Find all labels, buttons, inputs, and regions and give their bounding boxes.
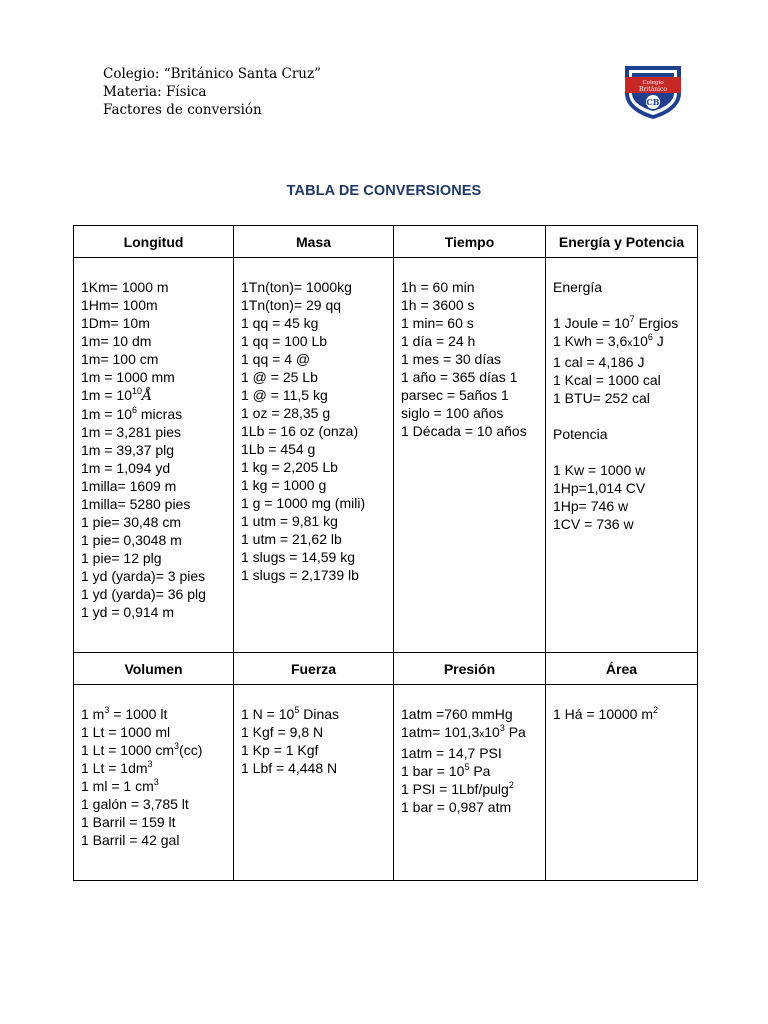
list-item: 1 @ = 25 Lb xyxy=(241,369,318,385)
document-header xyxy=(103,65,321,119)
list-item: 1 pie= 12 plg xyxy=(81,550,162,566)
list-item: 1 slugs = 2,1739 lb xyxy=(241,567,359,583)
list-item: 1Hp= 746 w xyxy=(553,498,629,514)
header-volumen: Volumen xyxy=(74,653,234,685)
list-item: 1 año = 365 días 1 xyxy=(401,369,518,385)
cell-tiempo xyxy=(394,258,546,653)
list-item: 1 qq = 100 Lb xyxy=(241,333,328,349)
header-longitud: Longitud xyxy=(74,226,234,258)
list-item: 1 pie= 30,48 cm xyxy=(81,514,182,530)
cell-area xyxy=(546,685,698,881)
list-item: 1 Lbf = 4,448 N xyxy=(241,760,338,776)
list-item: 1 Kcal = 1000 cal xyxy=(553,372,661,388)
list-item: 1 kg = 2,205 Lb xyxy=(241,459,338,475)
list-item: 1Tn(ton)= 1000kg xyxy=(241,279,352,295)
list-item: 1 yd (yarda)= 36 plg xyxy=(81,586,206,602)
cell-masa xyxy=(234,258,394,653)
list-item: 1 PSI = 1Lbf/pulg$^2$ xyxy=(401,780,514,797)
topic-line: Factores de conversión xyxy=(103,102,262,118)
list-item: 1 Joule = $10^7$ Ergios xyxy=(553,314,679,331)
list-item: parsec = 5años 1 xyxy=(401,387,509,403)
list-item: 1 Kp = 1 Kgf xyxy=(241,742,319,758)
school-name: Colegio: “Británico Santa Cruz” xyxy=(103,66,321,82)
header-masa: Masa xyxy=(234,226,394,258)
list-item: 1 ml = 1 $cm^3$ xyxy=(81,777,159,794)
list-item: 1m= 100 cm xyxy=(81,351,159,367)
list-item: 1m = 39,37 plg xyxy=(81,442,175,458)
list-item: 1 $Lt = 1dm^3$ xyxy=(81,759,153,776)
list-item: 1 qq = 4 @ xyxy=(241,351,311,367)
list-item: 1Lb = 454 g xyxy=(241,441,316,457)
header-energia: Energía y Potencia xyxy=(546,226,698,258)
list-item: siglo = 100 años xyxy=(401,405,504,421)
list-item: $1atm= 101,3x10^3$ Pa xyxy=(401,723,526,740)
cell-longitud xyxy=(74,258,234,653)
list-item: 1 Kw = 1000 w xyxy=(553,462,646,478)
list-item: 1 oz = 28,35 g xyxy=(241,405,331,421)
list-item: 1milla= 1609 m xyxy=(81,478,177,494)
list-item: 1 bar = $10^5$ Pa xyxy=(401,762,491,779)
list-item: 1 min= 60 s xyxy=(401,315,474,331)
list-item: 1Lb = 16 oz (onza) xyxy=(241,423,359,439)
list-item: 1 Barril = 159 lt xyxy=(81,814,176,830)
list-item: 1Dm= 10m xyxy=(81,315,150,331)
list-item: 1atm =760 mmHg xyxy=(401,706,513,722)
header-area: Área xyxy=(546,653,698,685)
list-item: 1 Lt = 1000 ml xyxy=(81,724,171,740)
list-item: 1 bar = 0,987 atm xyxy=(401,799,512,815)
section-label-energia: Energía xyxy=(553,279,603,295)
logo-text-1: Colegio xyxy=(642,80,664,86)
conversion-table xyxy=(73,225,698,881)
logo-text-2: Británico xyxy=(639,86,667,93)
header-presion: Presión xyxy=(394,653,546,685)
body-row-bottom xyxy=(74,685,698,881)
subject-line: Materia: Física xyxy=(103,84,207,100)
list-item: 1m = 1,094 yd xyxy=(81,460,171,476)
cell-presion xyxy=(394,685,546,881)
list-item: 1 galón = 3,785 lt xyxy=(81,796,189,812)
list-item: 1Hp=1,014 CV xyxy=(553,480,646,496)
list-item: 1 Barril = 42 gal xyxy=(81,832,180,848)
list-item: 1atm = 14,7 PSI xyxy=(401,745,502,761)
header-row-bottom xyxy=(74,653,698,685)
list-item: 1 cal = 4,186 J xyxy=(553,354,645,370)
header-tiempo: Tiempo xyxy=(394,226,546,258)
list-item: 1 yd (yarda)= 3 pies xyxy=(81,568,206,584)
cell-fuerza xyxy=(234,685,394,881)
list-item: $1m = 10^6$ micras xyxy=(81,405,183,422)
list-item: 1 kg = 1000 g xyxy=(241,477,327,493)
header-row-top xyxy=(74,226,698,258)
page-title: TABLA DE CONVERSIONES xyxy=(286,183,482,199)
list-item: 1 Há = 10000 $m^2$ xyxy=(553,705,659,722)
list-item: 1 utm = 21,62 lb xyxy=(241,531,342,547)
list-item: 1 qq = 45 kg xyxy=(241,315,319,331)
list-item: 1 @ = 11,5 kg xyxy=(241,387,328,403)
list-item: 1 mes = 30 días xyxy=(401,351,502,367)
list-item: 1Hm= 100m xyxy=(81,297,158,313)
list-item: 1m= 10 dm xyxy=(81,333,152,349)
list-item: 1 Kwh = $3,6x10^6$ J xyxy=(553,332,664,349)
list-item: 1 pie= 0,3048 m xyxy=(81,532,182,548)
list-item: 1CV = 736 w xyxy=(553,516,634,532)
list-item: 1 slugs = 14,59 kg xyxy=(241,549,356,565)
list-item: 1 $m^3 = 1000$ lt xyxy=(81,705,168,722)
list-item: 1m = 3,281 pies xyxy=(81,424,182,440)
list-item: 1h = 60 min xyxy=(401,279,475,295)
list-item: 1 Kgf = 9,8 N xyxy=(241,724,324,740)
logo-initials: CB xyxy=(646,97,660,107)
section-label-potencia: Potencia xyxy=(553,426,608,442)
list-item: 1Tn(ton)= 29 qq xyxy=(241,297,342,313)
cell-volumen xyxy=(74,685,234,881)
school-logo xyxy=(621,63,685,121)
list-item: 1 $N = 10^5$ Dinas xyxy=(241,705,340,722)
list-item: 1 yd = 0,914 m xyxy=(81,604,175,620)
list-item: 1 Lt = 1000 $cm^3(cc)$ xyxy=(81,741,203,758)
list-item: 1 utm = 9,81 kg xyxy=(241,513,338,529)
list-item: 1 Década = 10 años xyxy=(401,423,527,439)
list-item: 1milla= 5280 pies xyxy=(81,496,191,512)
body-row-top xyxy=(74,258,698,653)
header-fuerza: Fuerza xyxy=(234,653,394,685)
list-item: 1 BTU= 252 cal xyxy=(553,390,650,406)
list-item: 1 g = 1000 mg (mili) xyxy=(241,495,366,511)
list-item: 1m = 1000 mm xyxy=(81,369,175,385)
list-item: 1 día = 24 h xyxy=(401,333,476,349)
list-item: 1h = 3600 s xyxy=(401,297,475,313)
cell-energia xyxy=(546,258,698,653)
list-item: 1Km= 1000 m xyxy=(81,279,169,295)
list-item: $1m = 10^{10}Å$ xyxy=(81,386,153,404)
